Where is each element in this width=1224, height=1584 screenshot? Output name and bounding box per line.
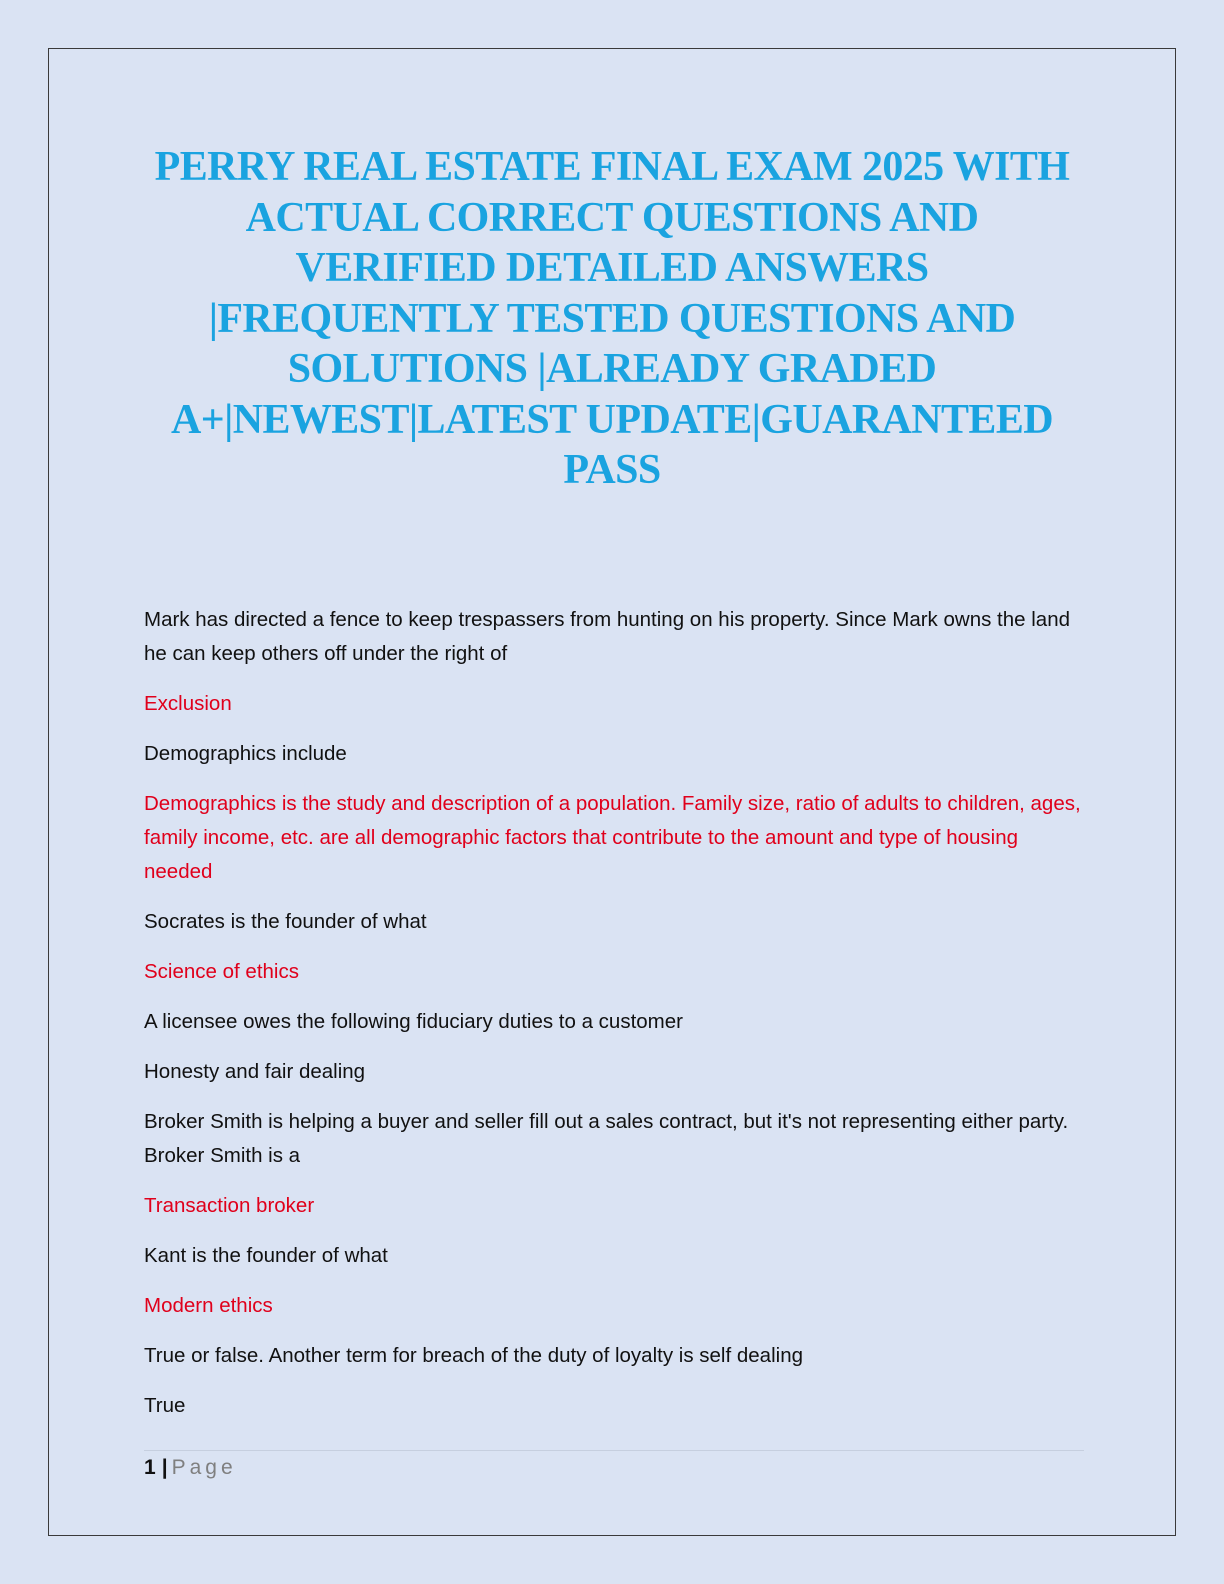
qa-content (144, 603, 1084, 1439)
answer-paragraph: Science of ethics (144, 960, 299, 983)
page-separator: | (161, 1456, 168, 1479)
question-paragraph: A licensee owes the following fiduciary duties to a customer (144, 1010, 683, 1033)
answer-paragraph: Honesty and fair dealing (144, 1060, 366, 1083)
footer-divider (144, 1450, 1084, 1451)
answer-paragraph: Exclusion (144, 692, 232, 715)
page-number: 1 (144, 1456, 156, 1479)
answer-paragraph: True (144, 1394, 186, 1417)
question-paragraph: Socrates is the founder of what (144, 910, 427, 933)
question-paragraph: Broker Smith is helping a buyer and seller fill out a sales contract, but it's not representing either party. Broker Smith is a (144, 1110, 1069, 1167)
answer-paragraph: Modern ethics (144, 1294, 273, 1317)
question-paragraph: Demographics include (144, 742, 347, 765)
page-label: Page (171, 1456, 237, 1479)
answer-paragraph: Demographics is the study and description of a population. Family size, ratio of adults to children, ages, family income, etc. are all demographic factors that contribute to the amount and type of housing needed (144, 792, 1081, 883)
question-paragraph: Kant is the founder of what (144, 1244, 388, 1267)
answer-paragraph: Transaction broker (144, 1194, 315, 1217)
page-footer (144, 1454, 237, 1482)
question-paragraph: True or false. Another term for breach of the duty of loyalty is self dealing (144, 1344, 803, 1367)
document-title: PERRY REAL ESTATE FINAL EXAM 2025 WITH ACTUAL CORRECT QUESTIONS AND VERIFIED DETAILED ANSWERS |FREQUENTLY TESTED QUESTIONS AND SOLUTIONS |ALREADY GRADED A+|NEWEST|LATEST UPDATE|GUARANTEED PASS (154, 144, 1070, 493)
question-paragraph: Mark has directed a fence to keep trespassers from hunting on his property. Since Mark owns the land he can keep others off under the right of (144, 608, 1071, 665)
